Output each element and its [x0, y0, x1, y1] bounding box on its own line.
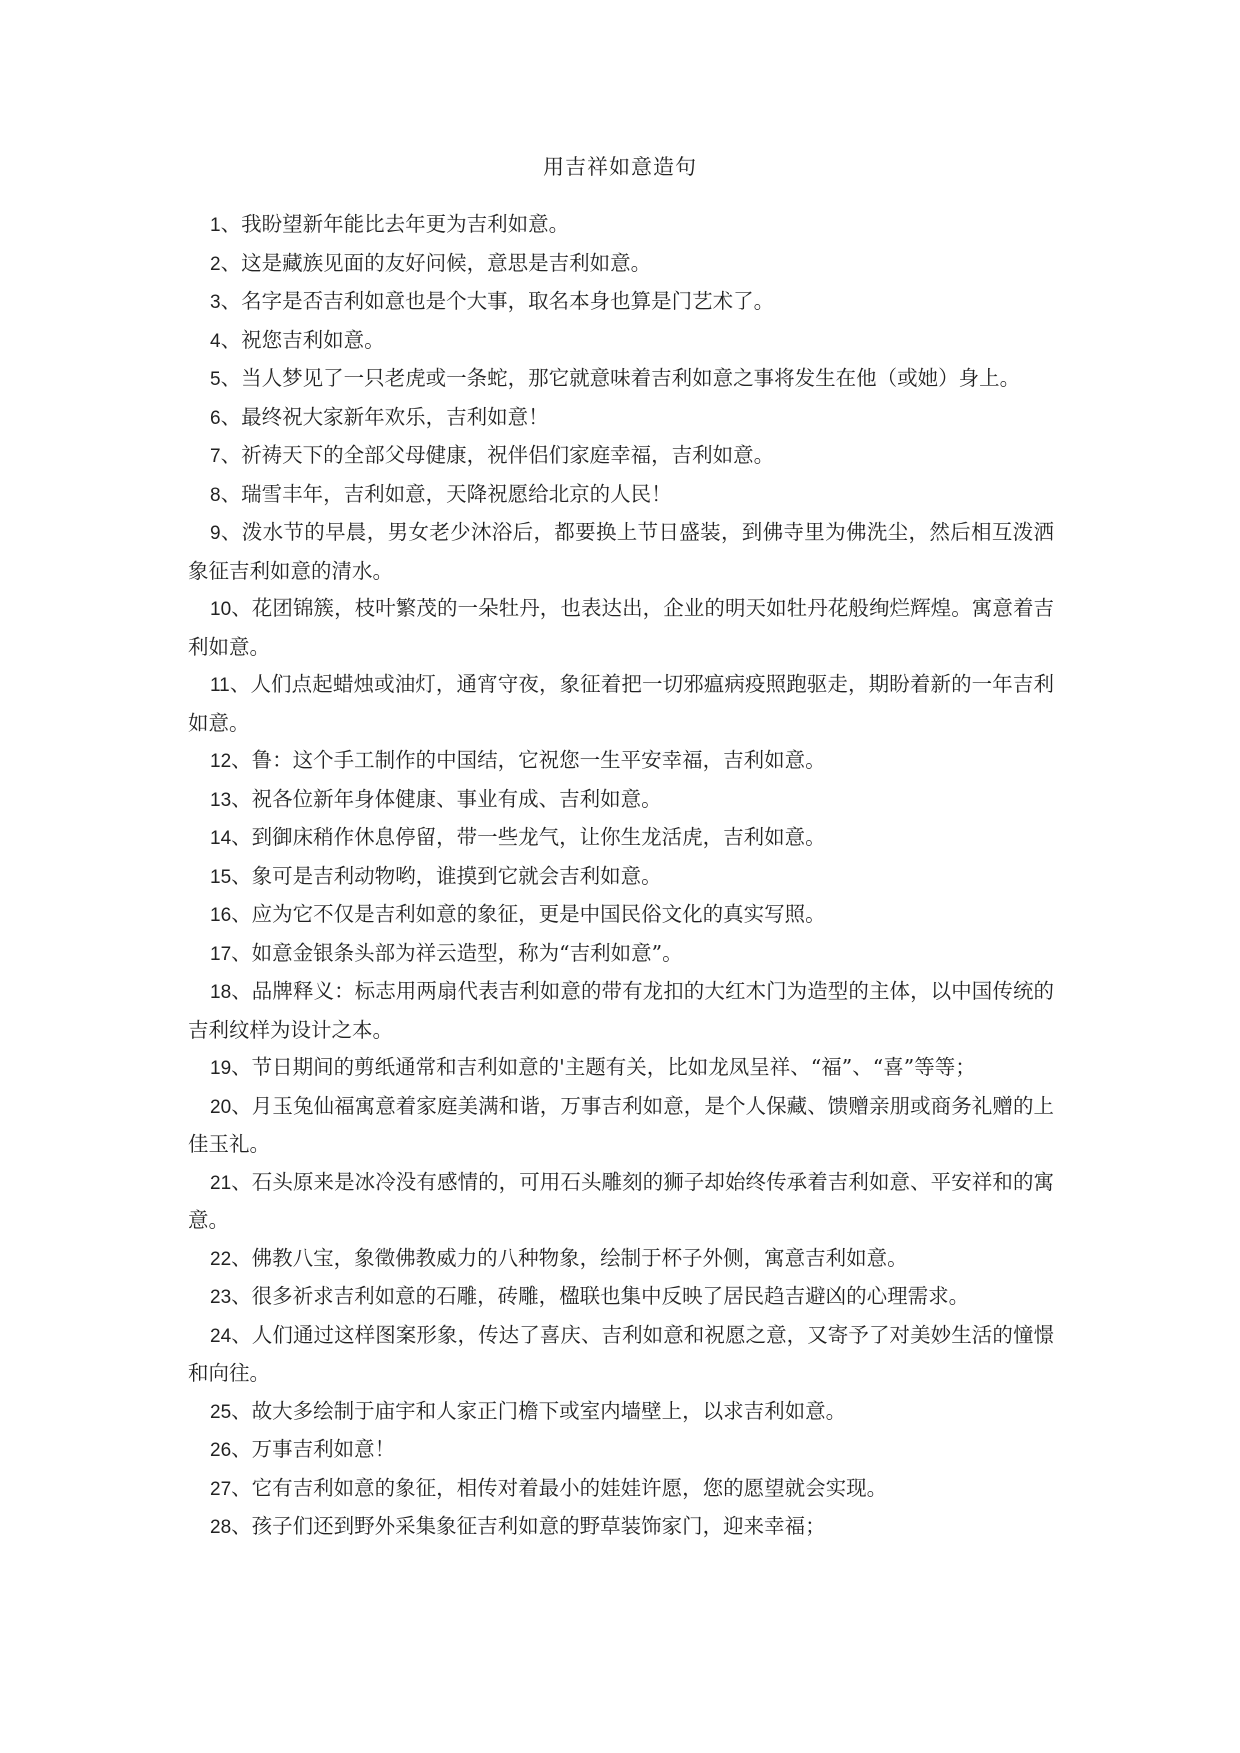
item-number: 6 — [210, 407, 221, 429]
item-number: 14 — [210, 828, 232, 849]
item-text: 祝各位新年身体健康、事业有成、吉利如意。 — [251, 786, 662, 811]
item-number: 1 — [210, 215, 221, 236]
item-separator: 、 — [220, 481, 242, 506]
list-item — [188, 1049, 1054, 1088]
item-text: 象可是吉利动物哟，谁摸到它就会吉利如意。 — [251, 863, 662, 888]
item-number: 11 — [210, 675, 230, 696]
sentence-list — [188, 206, 1054, 1547]
item-number: 19 — [210, 1058, 232, 1079]
item-text: 节日期间的剪纸通常和吉利如意的'主题有关，比如龙凤呈祥、“福”、“喜”等等； — [251, 1055, 976, 1079]
list-item — [188, 590, 1054, 666]
item-text: 它有吉利如意的象征，相传对着最小的娃娃许愿，您的愿望就会实现。 — [251, 1475, 888, 1500]
item-number: 3 — [210, 292, 221, 313]
list-item — [188, 322, 1054, 361]
item-text: 月玉兔仙福寓意着家庭美满和谐，万事吉利如意，是个人保藏、馈赠亲朋或商务礼赠的上佳玉礼。 — [188, 1093, 1055, 1156]
item-text: 这是藏族见面的友好问候，意思是吉利如意。 — [241, 250, 652, 275]
item-separator: 、 — [231, 1169, 252, 1194]
list-item — [188, 858, 1054, 897]
item-text: 到御床稍作休息停留，带一些龙气，让你生龙活虎，吉利如意。 — [251, 825, 826, 849]
item-text: 石头原来是冰冷没有感情的，可用石头雕刻的狮子却始终传承着吉利如意、平安祥和的寓意。 — [188, 1169, 1055, 1232]
list-item — [188, 1317, 1054, 1393]
item-separator: 、 — [231, 825, 252, 849]
item-separator: 、 — [231, 596, 252, 620]
item-number: 8 — [210, 484, 221, 506]
item-separator: 、 — [231, 1055, 252, 1079]
list-item — [188, 973, 1054, 1049]
item-text: 人们点起蜡烛或油灯，通宵守夜，象征着把一切邪瘟病疫照跑驱走，期盼着新的一年吉利如意。 — [188, 672, 1055, 735]
item-text: 应为它不仅是吉利如意的象征，更是中国民俗文化的真实写照。 — [251, 902, 826, 926]
item-number: 2 — [210, 253, 221, 275]
item-text: 最终祝大家新年欢乐，吉利如意！ — [241, 404, 549, 429]
list-item — [188, 437, 1054, 476]
item-separator: 、 — [231, 786, 252, 811]
item-number: 23 — [210, 1287, 232, 1308]
list-item — [188, 360, 1054, 399]
item-text: 瑞雪丰年，吉利如意，天降祝愿给北京的人民！ — [241, 481, 672, 506]
item-number: 16 — [210, 905, 232, 926]
item-separator: 、 — [220, 443, 242, 467]
item-text: 很多祈求吉利如意的石雕，砖雕，楹联也集中反映了居民趋吉避凶的心理需求。 — [251, 1284, 970, 1308]
item-number: 15 — [210, 866, 232, 888]
item-number: 7 — [210, 446, 221, 467]
item-text: 佛教八宝，象徵佛教威力的八种物象，绘制于杯子外侧，寓意吉利如意。 — [251, 1245, 908, 1270]
item-number: 24 — [210, 1325, 232, 1347]
item-number: 27 — [210, 1478, 232, 1500]
item-separator: 、 — [231, 748, 252, 772]
item-number: 9 — [210, 523, 221, 544]
item-text: 祈祷天下的全部父母健康，祝伴侣们家庭幸福，吉利如意。 — [241, 443, 775, 467]
item-separator: 、 — [231, 1398, 252, 1423]
item-number: 13 — [210, 789, 232, 811]
item-separator: 、 — [220, 289, 242, 313]
item-number: 5 — [210, 369, 221, 390]
item-text: 祝您吉利如意。 — [241, 327, 385, 352]
item-separator: 、 — [220, 520, 242, 544]
item-number: 4 — [210, 330, 221, 352]
list-item — [188, 1164, 1054, 1240]
list-item — [188, 666, 1054, 742]
list-item — [188, 781, 1054, 820]
list-item — [188, 1088, 1054, 1164]
list-item — [188, 896, 1054, 935]
list-item — [188, 1431, 1054, 1470]
item-separator: 、 — [231, 1514, 252, 1538]
item-text: 故大多绘制于庙宇和人家正门檐下或室内墙壁上，以求吉利如意。 — [251, 1398, 847, 1423]
item-text: 我盼望新年能比去年更为吉利如意。 — [241, 212, 570, 236]
item-text: 孩子们还到野外采集象征吉利如意的野草装饰家门，迎来幸福； — [251, 1514, 826, 1538]
item-text: 鲁：这个手工制作的中国结，它祝您一生平安幸福，吉利如意。 — [251, 748, 826, 772]
item-separator: 、 — [220, 404, 242, 429]
item-separator: 、 — [231, 1093, 252, 1118]
list-item — [188, 819, 1054, 858]
list-item — [188, 1240, 1054, 1279]
item-text: 品牌释义：标志用两扇代表吉利如意的带有龙扣的大红木门为造型的主体，以中国传统的吉利纹样为设计之本。 — [188, 979, 1055, 1042]
list-item — [188, 1508, 1054, 1547]
list-item — [188, 283, 1054, 322]
item-number: 18 — [210, 982, 232, 1003]
list-item — [188, 742, 1054, 781]
item-text: 如意金银条头部为祥云造型，称为“吉利如意”。 — [251, 940, 683, 965]
item-separator: 、 — [231, 1284, 252, 1308]
list-item — [188, 206, 1054, 245]
item-separator: 、 — [220, 327, 242, 352]
list-item — [188, 399, 1054, 438]
item-separator: 、 — [231, 1437, 252, 1461]
item-separator: 、 — [231, 1245, 252, 1270]
item-text: 泼水节的早晨，男女老少沐浴后，都要换上节日盛装，到佛寺里为佛洗尘，然后相互泼洒象征吉利如意的清水。 — [188, 520, 1054, 583]
item-number: 28 — [210, 1517, 232, 1538]
list-item — [188, 1278, 1054, 1317]
item-separator: 、 — [220, 212, 242, 236]
item-number: 21 — [210, 1172, 232, 1194]
item-separator: 、 — [231, 979, 252, 1003]
list-item — [188, 245, 1054, 284]
item-separator: 、 — [231, 902, 252, 926]
item-separator: 、 — [231, 863, 252, 888]
item-separator: 、 — [231, 940, 252, 965]
item-separator: 、 — [220, 366, 242, 390]
item-text: 人们通过这样图案形象，传达了喜庆、吉利如意和祝愿之意，又寄予了对美妙生活的憧憬和向往。 — [188, 1322, 1055, 1385]
document-title: 用吉祥如意造句 — [543, 155, 697, 179]
list-item — [188, 935, 1054, 974]
item-separator: 、 — [220, 250, 242, 275]
item-number: 12 — [210, 751, 232, 772]
item-separator: 、 — [229, 672, 251, 696]
item-text: 名字是否吉利如意也是个大事，取名本身也算是门艺术了。 — [241, 289, 775, 313]
item-text: 万事吉利如意！ — [251, 1437, 396, 1461]
item-separator: 、 — [231, 1475, 252, 1500]
item-number: 25 — [210, 1401, 232, 1423]
list-item — [188, 1393, 1054, 1432]
item-text: 花团锦簇，枝叶繁茂的一朵牡丹，也表达出，企业的明天如牡丹花般绚烂辉煌。寓意着吉利如意。 — [188, 596, 1055, 659]
item-number: 17 — [210, 943, 232, 965]
item-number: 10 — [210, 599, 232, 620]
list-item — [188, 476, 1054, 515]
list-item — [188, 1470, 1054, 1509]
list-item — [188, 514, 1054, 590]
item-text: 当人梦见了一只老虎或一条蛇，那它就意味着吉利如意之事将发生在他（或她）身上。 — [241, 366, 1021, 390]
item-number: 20 — [210, 1096, 232, 1118]
item-number: 22 — [210, 1248, 232, 1270]
item-separator: 、 — [231, 1322, 252, 1347]
item-number: 26 — [210, 1440, 232, 1461]
